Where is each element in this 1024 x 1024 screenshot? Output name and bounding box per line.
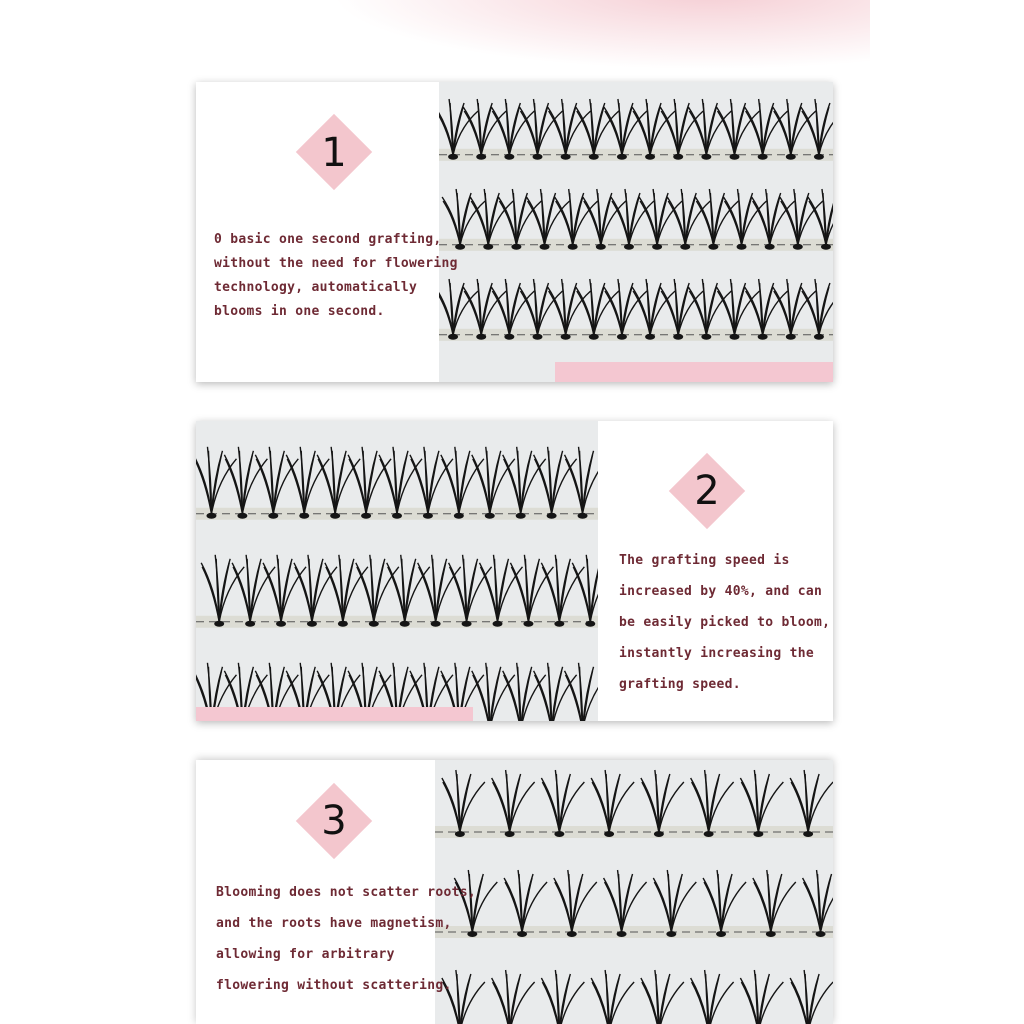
eyelash-photo-3: [435, 760, 833, 1024]
feature-description: [216, 877, 476, 1001]
description-line: increased by 40%, and can: [619, 584, 823, 599]
lash-cluster: [503, 663, 546, 721]
description-line: technology, automatically: [214, 280, 418, 295]
lash-cluster: [790, 970, 833, 1024]
description-line: 0 basic one second grafting,: [214, 232, 442, 247]
pink-accent-strip: [555, 362, 833, 382]
eyelash-photo-2: [196, 421, 598, 721]
lash-cluster: [565, 663, 598, 721]
eyelash-photo-1: [439, 82, 833, 382]
feature-card-2: [196, 421, 833, 721]
lash-cluster: [534, 663, 577, 721]
lash-cluster: [472, 663, 515, 721]
lash-cluster: [492, 970, 535, 1024]
lash-cluster: [591, 970, 634, 1024]
description-line: The grafting speed is: [619, 553, 790, 568]
pink-accent-strip: [196, 707, 473, 721]
description-line: be easily picked to bloom,: [619, 615, 831, 630]
description-line: allowing for arbitrary: [216, 947, 395, 962]
description-line: without the need for flowering: [214, 256, 458, 271]
lash-cluster-row: [196, 447, 598, 520]
lash-cluster: [541, 970, 584, 1024]
feature-description: [214, 228, 458, 324]
lash-cluster: [740, 970, 783, 1024]
description-line: flowering without scattering.: [216, 978, 452, 993]
lash-cluster: [691, 970, 734, 1024]
description-line: grafting speed.: [619, 677, 741, 692]
feature-card-1: [196, 82, 833, 382]
feature-number: 1: [321, 130, 347, 176]
description-line: blooms in one second.: [214, 304, 385, 319]
lash-cluster-row: [196, 555, 598, 628]
lash-cluster-row: [439, 189, 833, 251]
description-line: Blooming does not scatter roots,: [216, 885, 477, 900]
feature-description: [619, 545, 830, 700]
lash-cluster-row: [435, 970, 833, 1024]
feature-card-3: [196, 760, 833, 1024]
description-line: and the roots have magnetism,: [216, 916, 452, 931]
lash-cluster: [641, 970, 684, 1024]
lash-cluster-row: [439, 99, 833, 161]
feature-number: 2: [694, 468, 720, 514]
lash-cluster-row: [435, 770, 833, 838]
lash-cluster-row: [435, 870, 833, 938]
lash-cluster-row: [439, 279, 833, 341]
top-pink-glow: [330, 0, 870, 70]
feature-number: 3: [321, 798, 347, 844]
description-line: instantly increasing the: [619, 646, 815, 661]
